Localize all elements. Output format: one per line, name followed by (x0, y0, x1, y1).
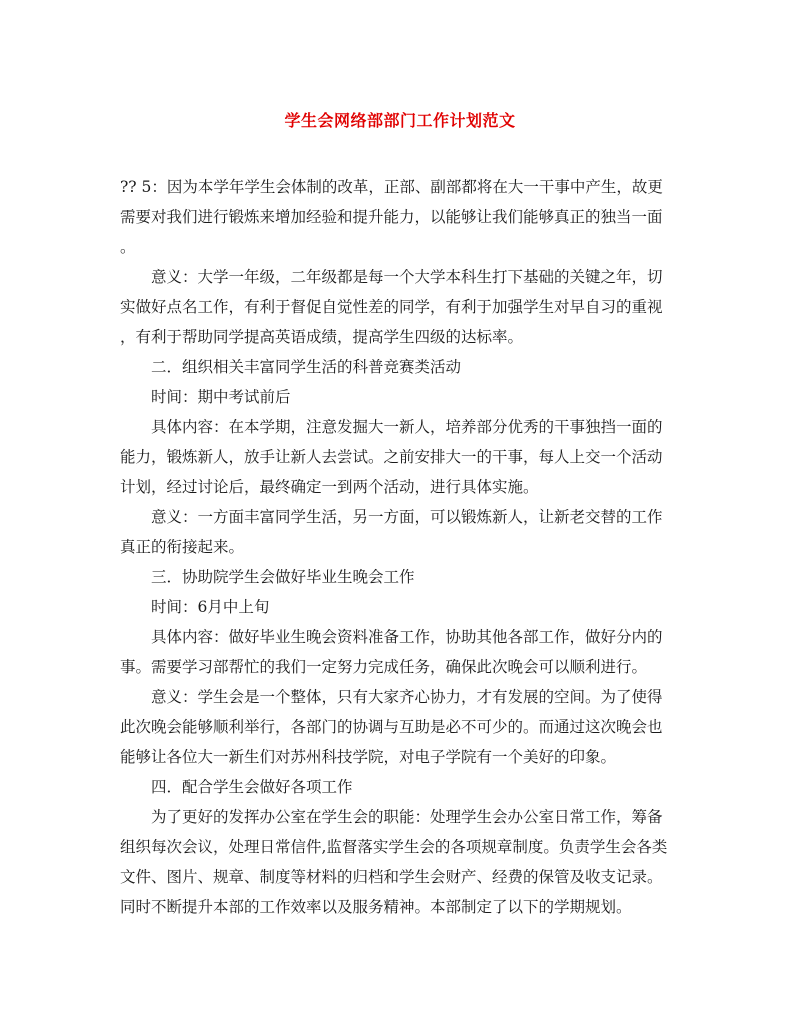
body-line: 时间：期中考试前后 (151, 388, 291, 406)
body-line: 意义：大学一年级，二年级都是每一个大学本科生打下基础的关键之年，切 (151, 268, 663, 286)
body-line: 事。需要学习部帮忙的我们一定努力完成任务，确保此次晚会可以顺利进行。 (120, 658, 648, 676)
body-line: ?? 5：因为本学年学生会体制的改革，正部、副部都将在大一干事中产生，故更 (120, 178, 663, 196)
body-line: 能力，锻炼新人，放手让新人去尝试。之前安排大一的干事，每人上交一个活动 (120, 448, 663, 466)
section-heading: 三．协助院学生会做好毕业生晚会工作 (151, 568, 415, 586)
body-line: 具体内容：在本学期，注意发掘大一新人，培养部分优秀的干事独挡一面的 (151, 418, 663, 436)
body-line: 组织每次会议，处理日常信件,监督落实学生会的各项规章制度。负责学生会各类 (120, 838, 668, 856)
body-line: ，有利于帮助同学提高英语成绩，提高学生四级的达标率。 (120, 328, 524, 346)
document-title: 学生会网络部部门工作计划范文 (284, 111, 516, 130)
body-line: 具体内容：做好毕业生晚会资料准备工作，协助其他各部工作，做好分内的 (151, 628, 663, 646)
body-line: 意义：学生会是一个整体，只有大家齐心协力，才有发展的空间。为了使得 (151, 688, 663, 706)
body-line: 实做好点名工作，有利于督促自觉性差的同学，有利于加强学生对早自习的重视 (120, 298, 663, 316)
body-line: 真正的衔接起来。 (120, 538, 245, 556)
body-line: 计划，经过讨论后，最终确定一到两个活动，进行具体实施。 (120, 478, 539, 496)
document-body (120, 172, 680, 922)
body-line: 时间：6月中上旬 (151, 598, 270, 616)
body-line: 文件、图片、规章、制度等材料的归档和学生会财产、经费的保管及收支记录。 (120, 868, 663, 886)
section-heading: 四．配合学生会做好各项工作 (151, 778, 353, 796)
body-line: 此次晚会能够顺利举行，各部门的协调与互助是必不可少的。而通过这次晚会也 (120, 718, 663, 736)
body-line: 为了更好的发挥办公室在学生会的职能：处理学生会办公室日常工作，筹备 (151, 808, 663, 826)
body-line: 需要对我们进行锻炼来增加经验和提升能力，以能够让我们能够真正的独当一面 (120, 208, 663, 226)
body-line: 。 (120, 238, 136, 256)
body-line: 能够让各位大一新生们对苏州科技学院，对电子学院有一个美好的印象。 (120, 748, 617, 766)
body-line: 意义：一方面丰富同学生活，另一方面，可以锻炼新人，让新老交替的工作 (151, 508, 663, 526)
section-heading: 二．组织相关丰富同学生活的科普竞赛类活动 (151, 358, 462, 376)
body-line: 同时不断提升本部的工作效率以及服务精神。本部制定了以下的学期规划。 (120, 898, 632, 916)
